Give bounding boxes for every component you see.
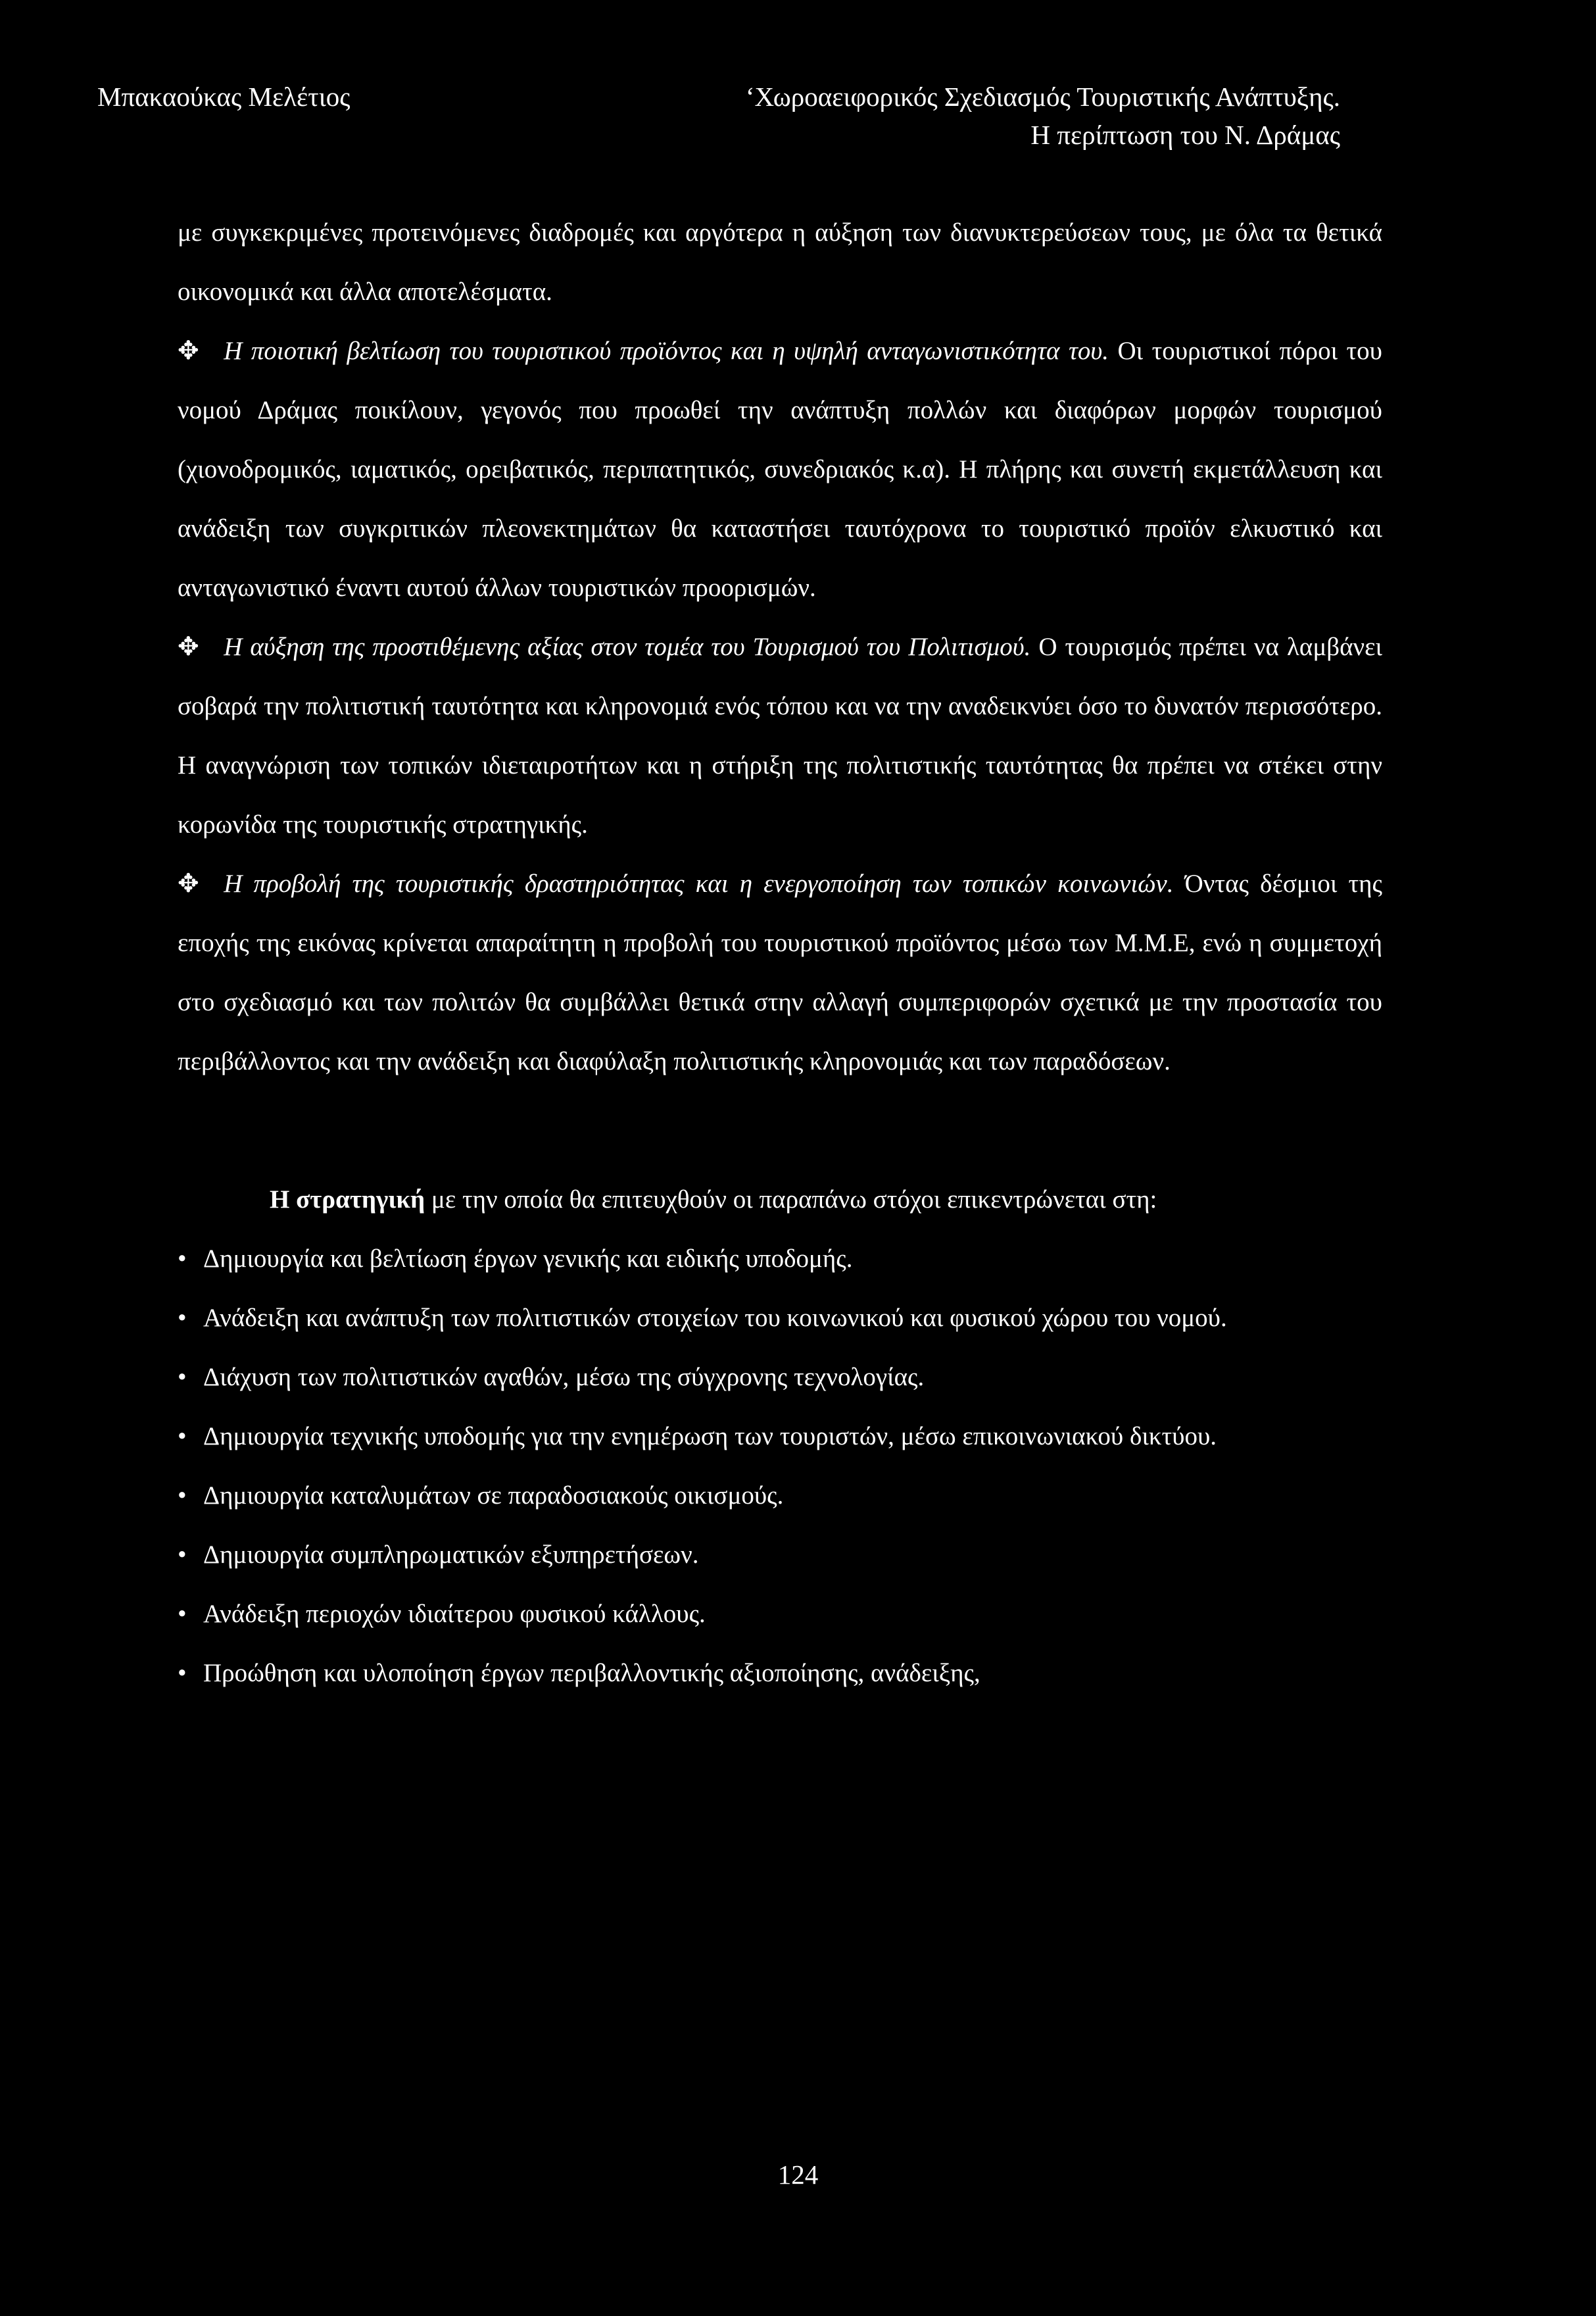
list-item-text: Διάχυση των πολιτιστικών αγαθών, μέσω της σύγχρονης τεχνολογίας. (203, 1363, 925, 1391)
document-body (178, 203, 1382, 1703)
diamond-bullet-icon: ✥ (178, 633, 199, 661)
header-title (600, 78, 1340, 154)
list-item (178, 1348, 1382, 1407)
diamond-bullet-icon: ✥ (178, 337, 199, 365)
dot-bullet-icon: • (178, 1304, 187, 1332)
paragraph-promotion (178, 854, 1382, 1091)
list-item (178, 1585, 1382, 1644)
paragraph-quality (178, 322, 1382, 618)
promotion-text: Όντας δέσμιοι της εποχής της εικόνας κρίνεται απαραίτητη η προβολή του τουριστικού προϊόντος μέσω των Μ.Μ.Ε, ενώ η συμμετοχή στο σχεδιασμό και των πολιτών θα συμβάλλει θετικά στην αλλαγή συμπεριφορών σχετικά με την προστασία του περιβάλλοντος και την ανάδειξη και διαφύλαξη πολιτιστικής κληρονομιάς και των παραδόσεων. (178, 870, 1383, 1075)
list-item (178, 1229, 1382, 1289)
dot-bullet-icon: • (178, 1540, 187, 1569)
header-author: Μπακαούκας Μελέτιος (97, 82, 351, 112)
dot-bullet-icon: • (178, 1244, 187, 1273)
diamond-bullet-icon: ✥ (178, 870, 199, 898)
list-item-text: Προώθηση και υλοποίηση έργων περιβαλλοντικής αξιοποίησης, ανάδειξης, (203, 1659, 980, 1687)
paragraph-value-added (178, 618, 1382, 854)
quality-text: Οι τουριστικοί πόροι του νομού Δράμας ποικίλουν, γεγονός που προωθεί την ανάπτυξη πολλών και διαφόρων μορφών τουρισμού (χιονοδρομικός, ιαματικός, ορειβατικός, περιπατητικός, συνεδριακός κ.α). Η πλήρης και συνετή εκμετάλλευση και ανάδειξη των συγκριτικών πλεονεκτημάτων θα καταστήσει ταυτόχρονα το τουριστικό προϊόν ελκυστικό και ανταγωνιστικό έναντι αυτού άλλων τουριστικών προορισμών. (178, 337, 1382, 602)
list-item (178, 1289, 1382, 1348)
value-added-text: Ο τουρισμός πρέπει να λαμβάνει σοβαρά την πολιτιστική ταυτότητα και κληρονομιά ενός τόπου και να την αναδεικνύει όσο το δυνατόν περισσότερο. Η αναγνώριση των τοπικών ιδιεταιροτήτων και η στήριξη της πολιτιστικής ταυτότητας θα πρέπει να στέκει στην κορωνίδα της τουριστικής στρατηγικής. (178, 633, 1383, 839)
section-spacer (178, 1091, 1382, 1170)
list-item (178, 1644, 1382, 1703)
list-item-text: Ανάδειξη περιοχών ιδιαίτερου φυσικού κάλλους. (203, 1600, 706, 1628)
dot-bullet-icon: • (178, 1481, 187, 1510)
list-item (178, 1525, 1382, 1585)
list-item-text: Δημιουργία τεχνικής υποδομής για την ενημέρωση των τουριστών, μέσω επικοινωνιακού δικτύου. (203, 1422, 1217, 1450)
list-item-text: Δημιουργία και βελτίωση έργων γενικής και ειδικής υποδομής. (203, 1244, 853, 1273)
promotion-heading: Η προβολή της τουριστικής δραστηριότητας και η ενεργοποίηση των τοπικών κοινωνιών. (224, 870, 1174, 898)
strategy-heading: Η στρατηγική (270, 1185, 425, 1214)
value-added-heading: Η αύξηση της προστιθέμενης αξίας στον τομέα του Τουρισμού του Πολιτισμού. (224, 633, 1031, 661)
dot-bullet-icon: • (178, 1659, 187, 1687)
paragraph-strategy (178, 1170, 1382, 1229)
header-title-line-1: ‘Χωροαειφορικός Σχεδιασμός Τουριστικής Ανάπτυξης. (745, 82, 1340, 112)
list-item (178, 1407, 1382, 1466)
dot-bullet-icon: • (178, 1422, 187, 1450)
dot-bullet-icon: • (178, 1600, 187, 1628)
strategy-text: με την οποία θα επιτευχθούν οι παραπάνω στόχοι επικεντρώνεται στη: (425, 1185, 1157, 1214)
list-item-text: Δημιουργία καταλυμάτων σε παραδοσιακούς οικισμούς. (203, 1481, 784, 1510)
page-number: 124 (777, 2159, 819, 2190)
header-title-line-2: Η περίπτωση του Ν. Δράμας (1030, 120, 1340, 150)
list-item (178, 1466, 1382, 1525)
quality-heading: Η ποιοτική βελτίωση του τουριστικού προϊόντος και η υψηλή ανταγωνιστικότητα του. (224, 337, 1109, 365)
paragraph-intro: με συγκεκριμένες προτεινόμενες διαδρομές και αργότερα η αύξηση των διανυκτερεύσεων τους, με όλα τα θετικά οικονομικά και άλλα αποτελέσματα. (178, 218, 1382, 306)
dot-bullet-icon: • (178, 1363, 187, 1391)
list-item-text: Δημιουργία συμπληρωματικών εξυπηρετήσεων. (203, 1540, 699, 1569)
list-item-text: Ανάδειξη και ανάπτυξη των πολιτιστικών στοιχείων του κοινωνικού και φυσικού χώρου του νομού. (203, 1304, 1227, 1332)
